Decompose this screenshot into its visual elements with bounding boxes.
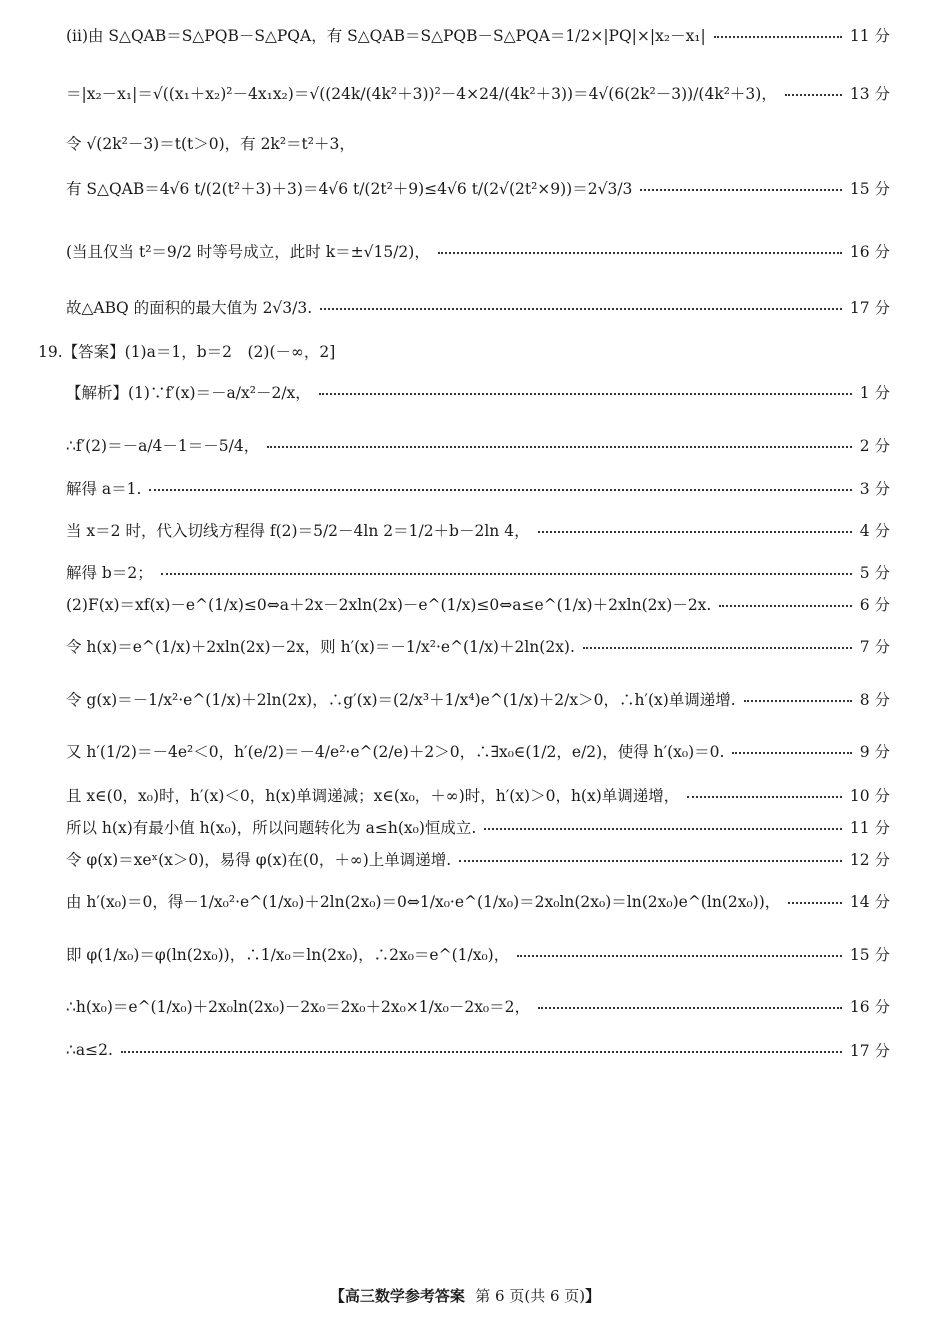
leader-dots (149, 489, 851, 491)
line-15-text: 令 g(x)＝－1/x²·e^(1/x)＋2ln(2x)，∴g′(x)＝(2/x³＋1/x⁴)e^(1/x)＋2/x＞0，∴h′(x)单调递增. (66, 691, 736, 709)
leader-dots (319, 393, 852, 395)
line-1-score: 11 分 (849, 27, 890, 45)
line-11 (66, 519, 890, 541)
line-18-text: 所以 h(x)有最小值 h(x₀)，所以问题转化为 a≤h(x₀)恒成立. (66, 819, 477, 837)
line-11-text: 当 x＝2 时，代入切线方程得 f(2)＝5/2－4ln 2＝1/2＋b－2ln 4， (66, 522, 530, 540)
answer-heading: 19.【答案】(1)a＝1，b＝2 (2)(－∞，2] (38, 343, 336, 361)
line-12 (66, 561, 890, 583)
line-2-text: ＝|x₂－x₁|＝√((x₁＋x₂)²－4x₁x₂)＝√((24k/(4k²＋3))²－4×24/(4k²＋3))＝4√(6(2k²－3))/(4k²＋3)， (66, 85, 777, 103)
line-1 (66, 24, 890, 46)
leader-dots (732, 752, 851, 754)
line-12-text: 解得 b＝2； (66, 564, 153, 582)
line-5-score: 16 分 (849, 243, 890, 261)
leader-dots (538, 1007, 842, 1009)
leader-dots (714, 36, 842, 38)
line-18-score: 11 分 (849, 819, 890, 837)
leader-dots (583, 647, 852, 649)
leader-dots (785, 94, 842, 96)
line-13 (66, 593, 890, 615)
line-3: 令 √(2k²－3)＝t(t＞0)，有 2k²＝t²＋3， (66, 135, 355, 153)
line-10-text: 解得 a＝1. (66, 480, 142, 498)
leader-dots (538, 531, 852, 533)
line-21-text: 即 φ(1/x₀)＝φ(ln(2x₀))，∴1/x₀＝ln(2x₀)，∴2x₀＝e^(1/x₀)， (66, 946, 510, 964)
leader-dots (484, 828, 842, 830)
line-6-score: 17 分 (849, 299, 890, 317)
line-13-text: (2)F(x)＝xf(x)－e^(1/x)≤0⇔a＋2x－2xln(2x)－e^(1/x)≤0⇔a≤e^(1/x)＋2xln(2x)－2x. (66, 596, 712, 614)
leader-dots (161, 573, 852, 575)
line-21 (66, 943, 890, 965)
line-13-score: 6 分 (859, 596, 890, 614)
line-11-score: 4 分 (859, 522, 890, 540)
line-2-score: 13 分 (849, 85, 890, 103)
line-20 (66, 890, 890, 912)
line-2 (66, 82, 890, 104)
line-14-score: 7 分 (859, 638, 890, 656)
line-22-text: ∴h(x₀)＝e^(1/x₀)＋2x₀ln(2x₀)－2x₀＝2x₀＋2x₀×1/x₀－2x₀＝2， (66, 998, 531, 1016)
line-14 (66, 635, 890, 657)
leader-dots (744, 700, 852, 702)
line-4-score: 15 分 (849, 180, 890, 198)
line-22 (66, 995, 890, 1017)
footer-close-bracket: 】 (585, 1287, 601, 1305)
leader-dots (517, 955, 842, 957)
line-19 (66, 848, 890, 870)
line-21-score: 15 分 (849, 946, 890, 964)
line-16-score: 9 分 (859, 743, 890, 761)
leader-dots (687, 796, 842, 798)
line-16-text: 又 h′(1/2)＝－4e²＜0，h′(e/2)＝－4/e²·e^(2/e)＋2＞0，∴∃x₀∈(1/2，e/2)，使得 h′(x₀)＝0. (66, 743, 725, 761)
leader-dots (267, 446, 851, 448)
line-8-score: 1 分 (859, 384, 890, 402)
line-6-text: 故△ABQ 的面积的最大值为 2√3/3. (66, 299, 313, 317)
line-10-score: 3 分 (859, 480, 890, 498)
leader-dots (719, 605, 851, 607)
line-5 (66, 240, 890, 262)
line-15 (66, 688, 890, 710)
line-23 (66, 1039, 890, 1061)
footer-page-number: 第 6 页(共 6 页) (475, 1287, 586, 1305)
line-19-score: 12 分 (849, 851, 890, 869)
line-4-text: 有 S△QAB＝4√6 t/(2(t²＋3)＋3)＝4√6 t/(2t²＋9)≤4√6 t/(2√(2t²×9))＝2√3/3 (66, 180, 633, 198)
line-15-score: 8 分 (859, 691, 890, 709)
line-16 (66, 740, 890, 762)
leader-dots (788, 902, 842, 904)
line-8 (66, 381, 890, 403)
line-9-score: 2 分 (859, 437, 890, 455)
line-17-score: 10 分 (849, 787, 890, 805)
line-14-text: 令 h(x)＝e^(1/x)＋2xln(2x)－2x，则 h′(x)＝－1/x²·e^(1/x)＋2ln(2x). (66, 638, 575, 656)
line-10 (66, 477, 890, 499)
footer-title: 【高三数学参考答案 (329, 1287, 465, 1305)
line-23-score: 17 分 (849, 1042, 890, 1060)
line-20-text: 由 h′(x₀)＝0，得－1/x₀²·e^(1/x₀)＋2ln(2x₀)＝0⇔1/x₀·e^(1/x₀)＝2x₀ln(2x₀)＝ln(2x₀)e^(ln(2x₀))， (66, 893, 781, 911)
leader-dots (459, 860, 842, 862)
leader-dots (640, 189, 841, 191)
leader-dots (438, 252, 842, 254)
leader-dots (320, 308, 842, 310)
line-9-text: ∴f′(2)＝－a/4－1＝－5/4， (66, 437, 260, 455)
page-footer (0, 1285, 930, 1306)
line-5-text: (当且仅当 t²＝9/2 时等号成立，此时 k＝±√15/2)， (66, 243, 430, 261)
line-9 (66, 434, 890, 456)
line-4 (66, 177, 890, 199)
line-6 (66, 296, 890, 318)
line-1-text: (ii)由 S△QAB＝S△PQB－S△PQA，有 S△QAB＝S△PQB－S△PQA＝1/2×|PQ|×|x₂－x₁| (66, 27, 706, 45)
line-17 (66, 784, 890, 806)
line-20-score: 14 分 (849, 893, 890, 911)
line-8-text: 【解析】(1)∵f′(x)＝－a/x²－2/x， (66, 384, 311, 402)
line-19-text: 令 φ(x)＝xeˣ(x＞0)，易得 φ(x)在(0，＋∞)上单调递增. (66, 851, 452, 869)
leader-dots (121, 1051, 842, 1053)
line-17-text: 且 x∈(0，x₀)时，h′(x)＜0，h(x)单调递减；x∈(x₀，＋∞)时，h′(x)＞0，h(x)单调递增， (66, 787, 680, 805)
line-23-text: ∴a≤2. (66, 1041, 113, 1059)
line-12-score: 5 分 (859, 564, 890, 582)
line-18 (66, 816, 890, 838)
line-22-score: 16 分 (849, 998, 890, 1016)
